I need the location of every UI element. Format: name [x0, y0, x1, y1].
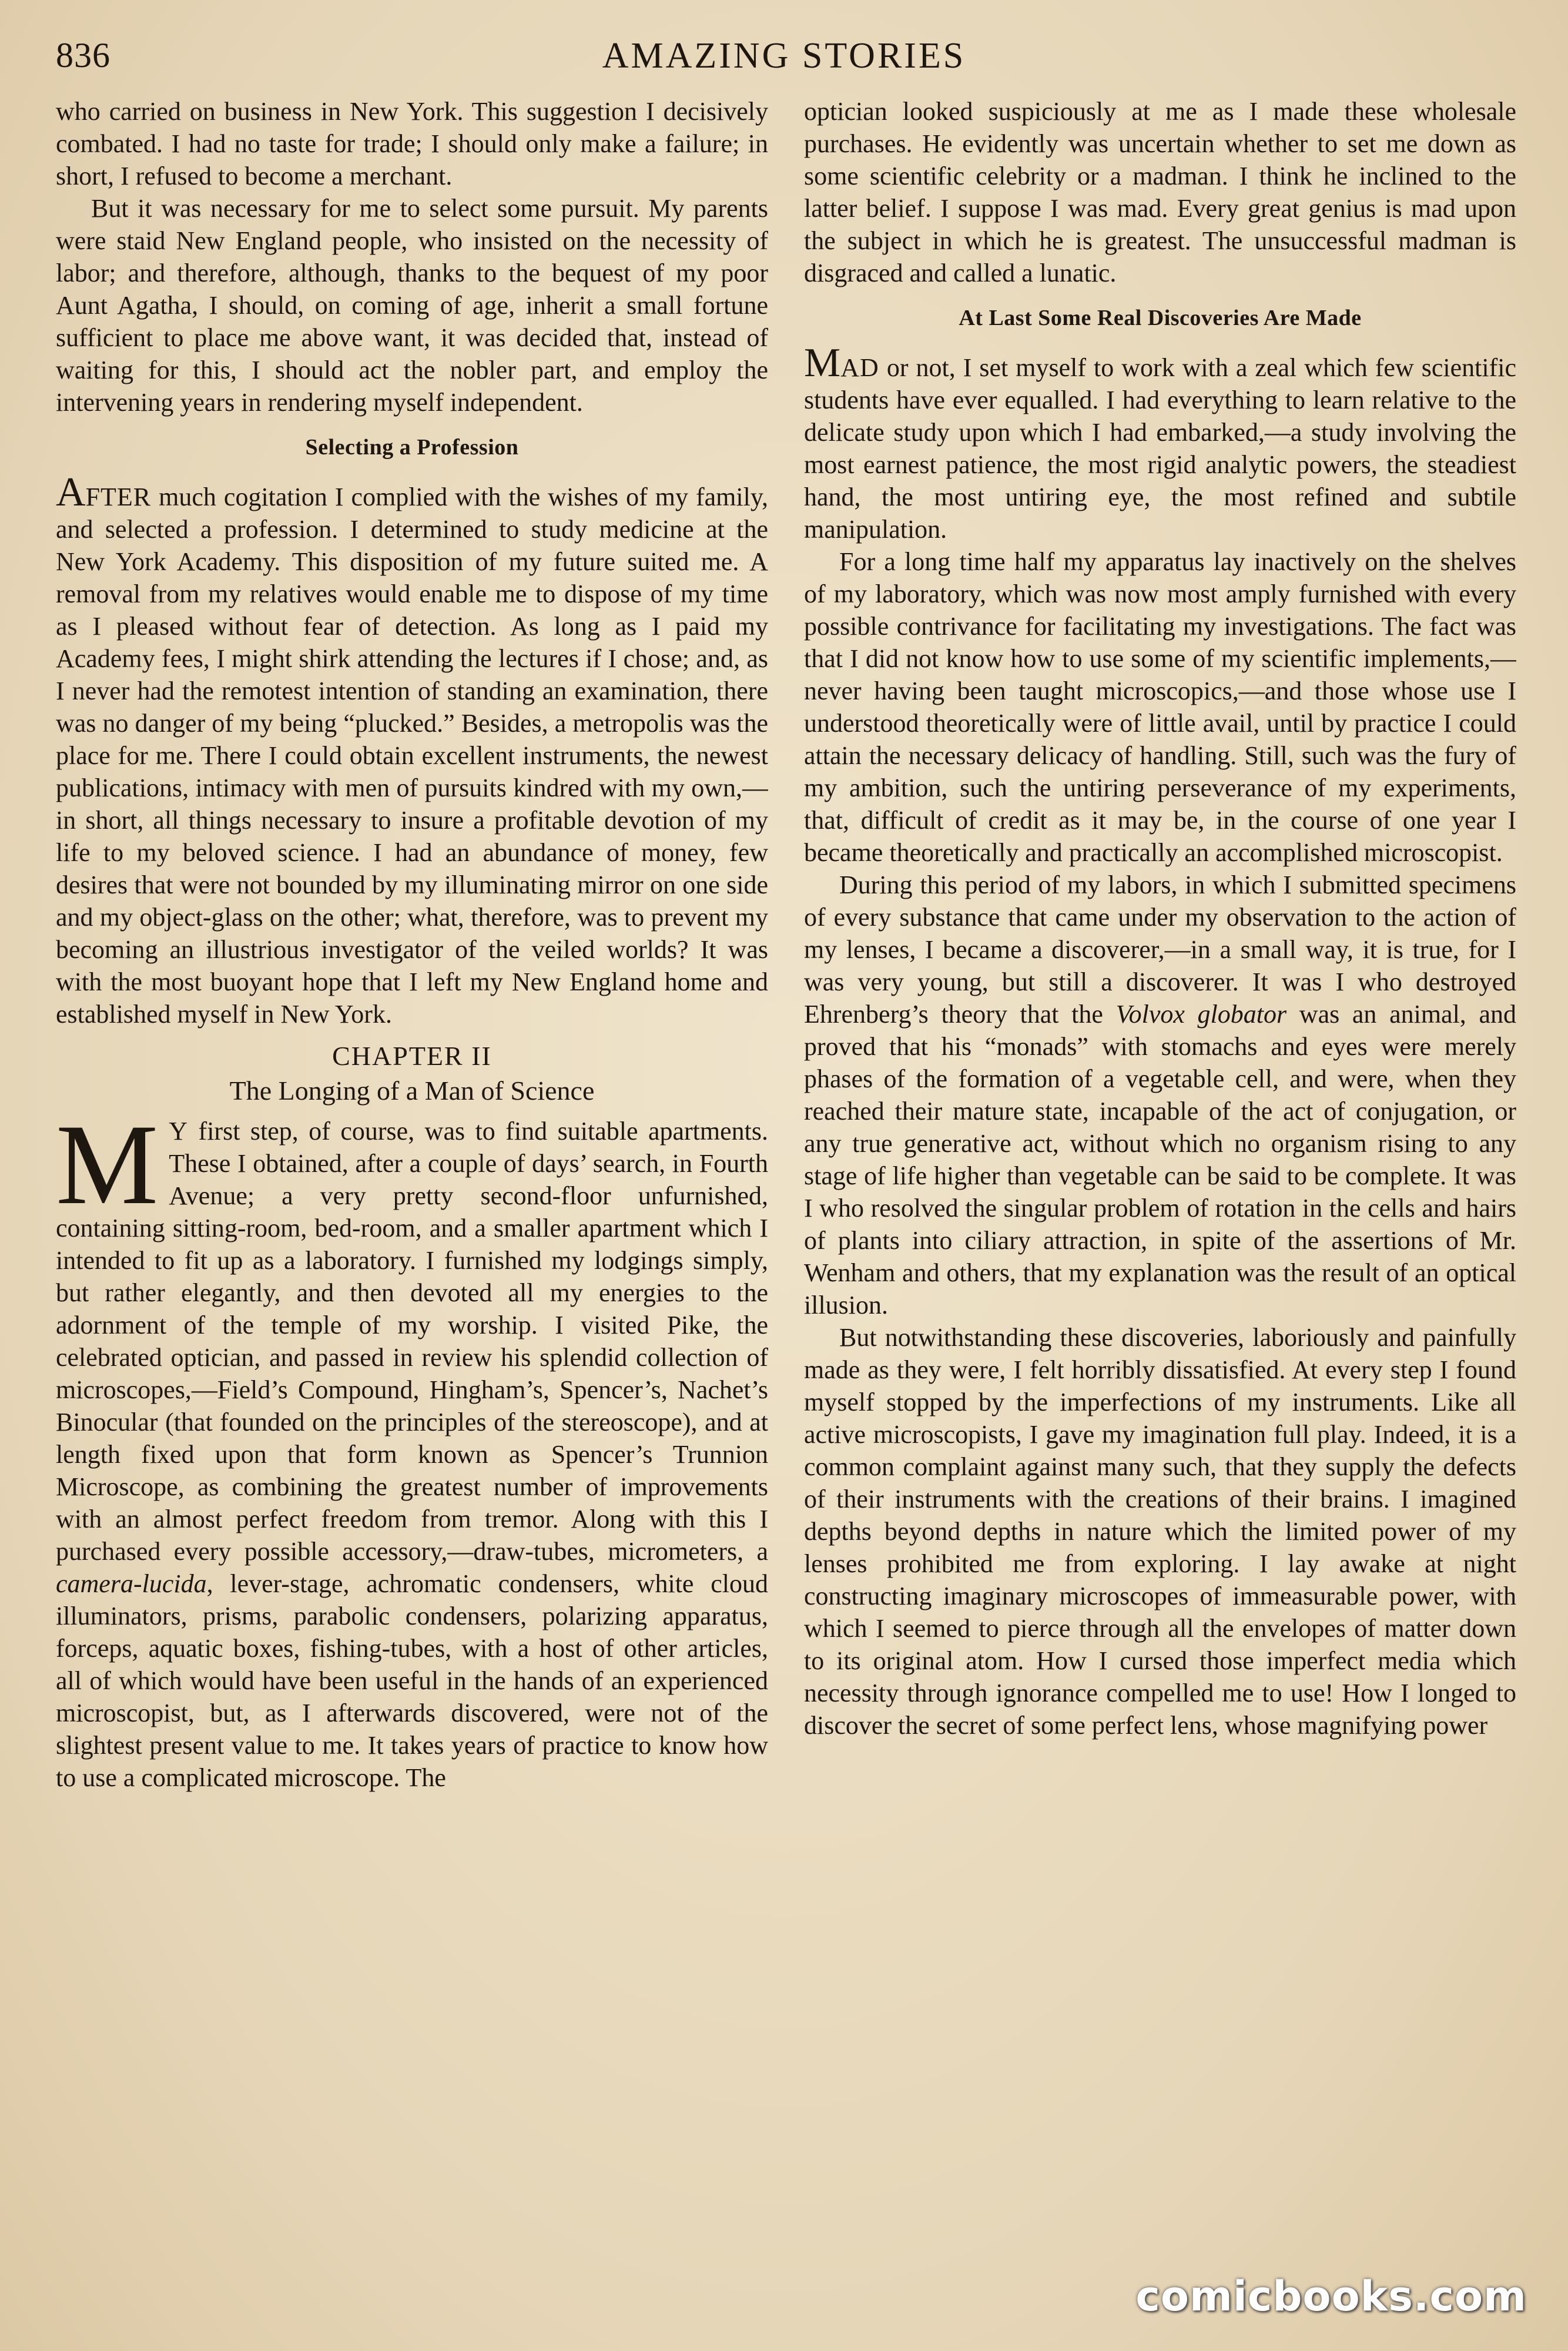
lead-word: FTER [85, 483, 152, 511]
paragraph-text: During this period of my labors, in which I submitted specimens of every substance that came under my observation to the action of my lenses, I became a discoverer,—in a small way, it is true, for I was very young, but still a discoverer. It was I who destroyed Ehrenberg’s theory that the [804, 870, 1516, 1029]
paragraph-text: or not, I set myself to work with a zeal which few scientific students have ever equalled. I had everything to learn relative to the delicate study upon which I had embarked,—a study involving the most earnest patience, the most rigid analytic powers, the steadiest hand, the most untiring eye, the most refined and subtile manipulation. [804, 353, 1516, 544]
paragraph-text: , lever-stage, achromatic condensers, white cloud illuminators, prisms, parabolic condensers, polarizing apparatus, forceps, aquatic boxes, fishing-tubes, with a host of other articles, all of which would have been useful in the hands of an experienced microscopist, but, as I afterwards discovered, were not of the slightest present value to me. It takes years of practice to know how to use a complicated microscope. The [56, 1569, 768, 1792]
paragraph-text: first step, of course, was to find suitable apartments. These I obtained, after a couple of days’ search, in Fourth Avenue; a very pretty second-floor unfurnished, containing sitting-room, bed-room, and a smaller apartment which I intended to fit up as a laboratory. I furnished my lodgings simply, but rather elegantly, and then devoted all my energies to the adornment of the temple of my worship. I visited Pike, the celebrated optician, and passed in review his splendid collection of microscopes,—Field’s Compound, Hingham’s, Spencer’s, Nachet’s Binocular (that founded on the principles of the stereoscope), and at length fixed upon that form known as Spencer’s Trunnion Microscope, as combining the greatest number of improvements with an almost perfect freedom from tremor. Along with this I purchased every possible accessory,—draw-tubes, micrometers, a [56, 1117, 768, 1566]
paragraph-text: much cogitation I complied with the wishes of my family, and selected a profession. I determined to study medicine at the New York Academy. This disposition of my future suited me. A removal from my relatives would enable me to dispose of my time as I pleased without fear of detection. As long as I paid my Academy fees, I might shirk attending the lectures if I chose; and, as I never had the remotest intention of standing an examination, there was no danger of my being “plucked.” Besides, a metropolis was the place for me. There I could obtain excellent instruments, the newest publications, intimacy with men of pursuits kindred with my own,—in short, all things necessary to insure a profitable devotion of my life to my beloved science. I had an abundance of money, few desires that were not bounded by my illuminating mirror on one side and my object-glass on the other; what, therefore, was to prevent my becoming an illustrious investigator of the veiled worlds? It was with the most buoyant hope that I left my New England home and established myself in New York. [56, 483, 768, 1029]
paragraph: But it was necessary for me to select some pursuit. My parents were staid New England people, who insisted on the necessity of labor; and therefore, although, thanks to the bequest of my poor Aunt Agatha, I should, on coming of age, inherit a small fortune sufficient to place me above want, it was decided that, instead of waiting for this, I should act the nobler part, and employ the intervening years in rendering myself independent. [56, 194, 768, 417]
paragraph: who carried on business in New York. This suggestion I decisively combated. I had no taste for trade; I should only make a failure; in short, I refused to become a merchant. [56, 97, 768, 190]
right-column [804, 95, 1516, 2305]
left-column [56, 95, 768, 2305]
initial-capital: A [56, 470, 86, 515]
paragraph [56, 1101, 768, 1794]
paragraph: optician looked suspiciously at me as I made these wholesale purchases. He evidently was uncertain whether to set me down as some scientific celebrity or a madman. I think he inclined to the latter belief. I suppose I was mad. Every great genius is mad upon the subject in which he is greatest. The unsuccessful madman is disgraced and called a lunatic. [804, 97, 1516, 287]
page-header [56, 35, 1512, 88]
running-title: AMAZING STORIES [602, 36, 966, 76]
paragraph [56, 470, 768, 1030]
paragraph: For a long time half my apparatus lay inactively on the shelves of my laboratory, which was now most amply furnished with every possible contrivance for facilitating my investigations. The fact was that I did not know how to use some of my scientific implements,—never having been taught microscopics,—and those whose use I understood theoretically were of little avail, until by practice I could attain the necessary delicacy of handling. Still, such was the fury of my ambition, such the untiring perseverance of my experiments, that, difficult of credit as it may be, in the course of one year I became theoretically and practically an accomplished microscopist. [804, 547, 1516, 867]
chapter-number: CHAPTER II [332, 1041, 492, 1071]
page-number: 836 [56, 36, 110, 75]
paragraph [804, 869, 1516, 1321]
initial-capital: M [804, 340, 841, 386]
drop-capital: M [56, 1101, 159, 1228]
section-subheading: Selecting a Profession [305, 435, 519, 460]
italic-term: camera-lucida [56, 1569, 207, 1598]
watermark: comicbooks.com [1135, 2272, 1527, 2320]
italic-term: Volvox globator [1115, 1000, 1287, 1029]
paragraph: But notwithstanding these discoveries, laboriously and painfully made as they were, I felt horribly dissatisfied. At every step I found myself stopped by the imperfections of my instruments. Like all active microscopists, I gave my imagination full play. Indeed, it is a common complaint against many such, that they supply the defects of their instruments with the creations of their brains. I imagined depths beyond depths in nature which the limited power of my lenses prohibited me from exploring. I lay awake at night constructing imaginary microscopes of immeasurable power, with which I seemed to pierce through all the envelopes of matter down to its original atom. How I cursed those imperfect media which necessity through ignorance compelled me to use! How I longed to discover the secret of some perfect lens, whose magnifying power [804, 1323, 1516, 1740]
chapter-title: The Longing of a Man of Science [229, 1076, 595, 1106]
lead-word: Y [169, 1117, 189, 1146]
lead-word: AD [840, 353, 879, 382]
paragraph-text: was an animal, and proved that his “monads” with stomachs and eyes were merely phases of the formation of a vegetable cell, and were, when they reached their mature state, incapable of the act of conjugation, or any true generative act, without which no organism rising to any stage of life higher than vegetable can be said to be complete. It was I who resolved the singular problem of rotation in the cells and hairs of plants into ciliary attraction, in spite of the assertions of Mr. Wenham and others, that my explanation was the result of an optical illusion. [804, 1000, 1516, 1319]
paragraph [804, 340, 1516, 545]
section-subheading: At Last Some Real Discoveries Are Made [959, 306, 1362, 330]
